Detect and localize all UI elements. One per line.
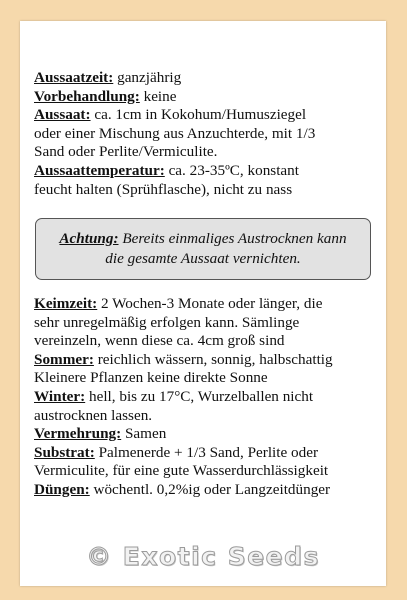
- aussaattemperatur-text-1: ca. 23-35ºC, konstant: [164, 161, 299, 179]
- aussaat-line-2: oder einer Mischung aus Anzuchterde, mit 1/3: [34, 124, 316, 142]
- sommer-line-2: Kleinere Pflanzen keine direkte Sonne: [34, 369, 268, 387]
- aussaat-text-1: ca. 1cm in Kokohum/Humusziegel: [90, 106, 307, 124]
- keimzeit-label: Keimzeit:: [34, 295, 98, 312]
- vorbehandlung-line: [34, 88, 379, 107]
- seed-instruction-card: [20, 21, 386, 586]
- warning-label: Achtung:: [59, 230, 119, 247]
- aussaattemperatur-line-2: feucht halten (Sprühflasche), nicht zu nass: [34, 180, 293, 198]
- substrat-line-1: [34, 444, 379, 463]
- substrat-line-2: Vermiculite, für eine gute Wasserdurchlässigkeit: [34, 462, 329, 480]
- aussaattemperatur-line-1: [34, 162, 379, 181]
- keimzeit-line-2: sehr unregelmäßig erfolgen kann. Sämlinge: [34, 313, 300, 331]
- copyright-watermark: © Exotic Seeds: [86, 542, 320, 571]
- vermehrung-value: Samen: [121, 425, 167, 443]
- winter-line-1: [34, 388, 379, 407]
- aussaatzeit-value: ganzjährig: [113, 69, 182, 86]
- aussaatzeit-label: Aussaatzeit:: [34, 69, 114, 86]
- sommer-text-1: reichlich wässern, sonnig, halbschattig: [93, 350, 333, 368]
- duengen-label: Düngen:: [34, 480, 90, 498]
- warning-text-1: Bereits einmaliges Austrocknen kann: [118, 230, 347, 247]
- aussaat-line-1: [34, 106, 379, 125]
- keimzeit-text-1: 2 Wochen-3 Monate oder länger, die: [97, 295, 323, 312]
- care-info-block: [34, 295, 379, 500]
- winter-line-2: austrocknen lassen.: [34, 406, 153, 424]
- sowing-info-block: [34, 69, 379, 199]
- substrat-text-1: Palmenerde + 1/3 Sand, Perlite oder: [94, 443, 319, 461]
- aussaat-label: Aussaat:: [34, 106, 91, 124]
- keimzeit-line-3: vereinzeln, wenn diese ca. 4cm groß sind: [34, 332, 285, 350]
- sommer-line-1: [34, 351, 379, 370]
- duengen-value: wöchentl. 0,2%ig oder Langzeitdünger: [89, 480, 331, 498]
- warning-line-2: die gesamte Aussaat vernichten.: [105, 249, 301, 267]
- vermehrung-label: Vermehrung:: [34, 425, 122, 443]
- vermehrung-line: [34, 425, 379, 444]
- vorbehandlung-value: keine: [139, 87, 177, 105]
- winter-text-1: hell, bis zu 17°C, Wurzelballen nicht: [85, 387, 314, 405]
- winter-label: Winter:: [34, 387, 86, 405]
- aussaattemperatur-label: Aussaattemperatur:: [34, 161, 165, 179]
- duengen-line: [34, 481, 379, 500]
- warning-box: [35, 218, 371, 280]
- sommer-label: Sommer:: [34, 350, 94, 368]
- aussaatzeit-line: [34, 69, 379, 88]
- warning-line-1: [36, 229, 370, 249]
- vorbehandlung-label: Vorbehandlung:: [34, 87, 140, 105]
- aussaat-line-3: Sand oder Perlite/Vermiculite.: [34, 143, 218, 161]
- substrat-label: Substrat:: [34, 443, 95, 461]
- keimzeit-line-1: [34, 295, 379, 314]
